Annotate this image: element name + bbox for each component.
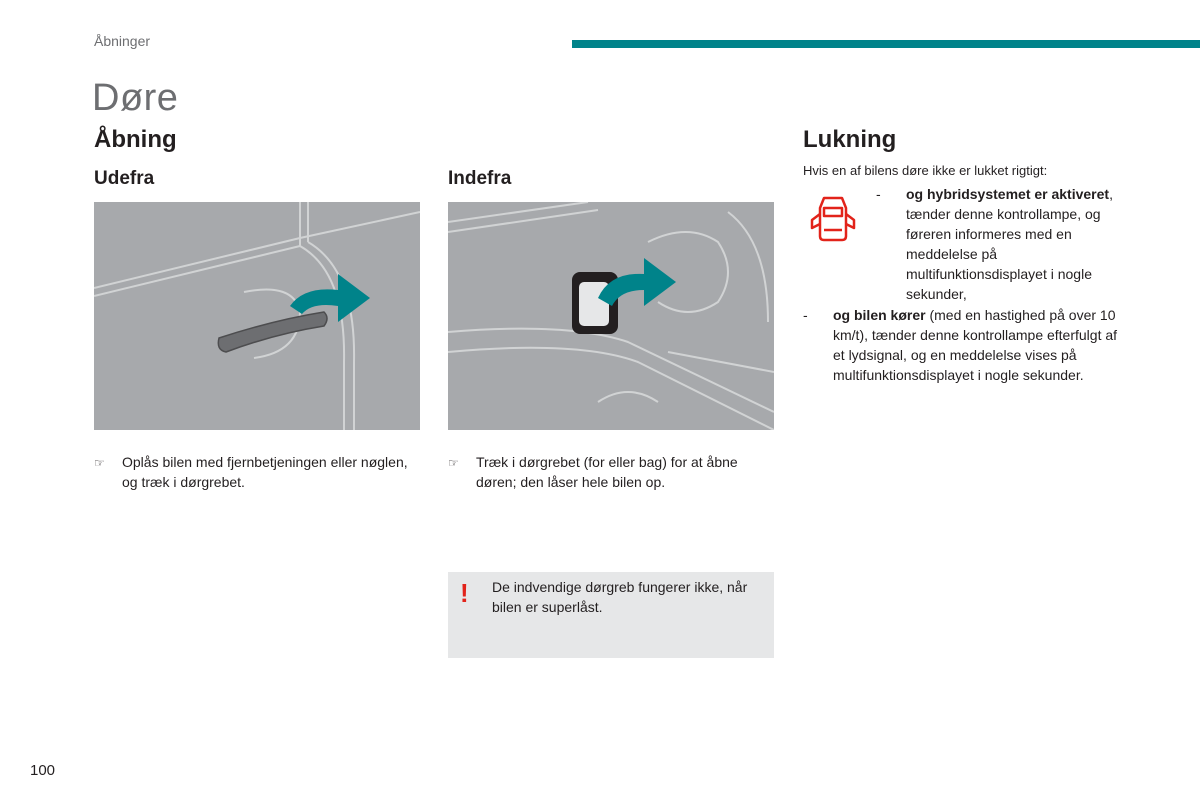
opening-heading: Åbning <box>94 126 177 153</box>
outside-door-illustration <box>94 202 420 430</box>
inside-instruction-text: Træk i dørgrebet (for eller bag) for at åbne døren; den låser hele bilen op. <box>476 454 738 490</box>
closing-item-2 <box>803 305 1127 385</box>
closing-item-1-bold: og hybridsystemet er aktiveret <box>906 186 1110 202</box>
pointer-bullet-icon: ☞ <box>448 456 459 470</box>
closing-item-1-text: , tænder denne kontrollampe, og føreren informeres med en meddelelse på multifunktionsdisplayet i nogle sekunder, <box>906 186 1113 302</box>
outside-instruction-text: Oplås bilen med fjernbetjeningen eller nøglen, og træk i dørgrebet. <box>122 454 408 490</box>
closing-item-2-text: (med en hastighed på over 10 km/t), tænder denne kontrollampe efterfulgt af et lydsignal, og en meddelelse vises på multifunktionsdisplayet i nogle sekunder. <box>833 307 1118 383</box>
outside-heading: Udefra <box>94 168 155 189</box>
closing-item-2-bold: og bilen kører <box>833 307 926 323</box>
warning-note-text: De indvendige dørgreb fungerer ikke, når bilen er superlåst. <box>492 579 748 615</box>
inside-door-illustration <box>448 202 774 430</box>
inside-handle-svg <box>448 202 774 430</box>
warning-exclamation-icon: ! <box>460 578 469 608</box>
pull-arrow-icon <box>290 274 370 322</box>
dash-marker: - <box>876 186 881 202</box>
pointer-bullet-icon: ☞ <box>94 456 105 470</box>
closing-intro: Hvis en af bilens døre ikke er lukket rigtigt: <box>803 163 1048 178</box>
outside-handle-svg <box>94 202 420 430</box>
closing-heading: Lukning <box>803 126 897 153</box>
car-door-open-icon <box>806 192 860 244</box>
inside-instruction <box>448 452 774 492</box>
inside-heading: Indefra <box>448 168 512 189</box>
dash-marker: - <box>803 307 808 323</box>
page-number: 100 <box>30 762 56 779</box>
header-accent-bar <box>572 40 1200 48</box>
page-title: Døre <box>92 77 179 119</box>
door-handle-shape <box>218 312 327 352</box>
closing-item-1 <box>876 184 1126 304</box>
outside-instruction <box>94 452 420 492</box>
section-label: Åbninger <box>94 33 151 49</box>
